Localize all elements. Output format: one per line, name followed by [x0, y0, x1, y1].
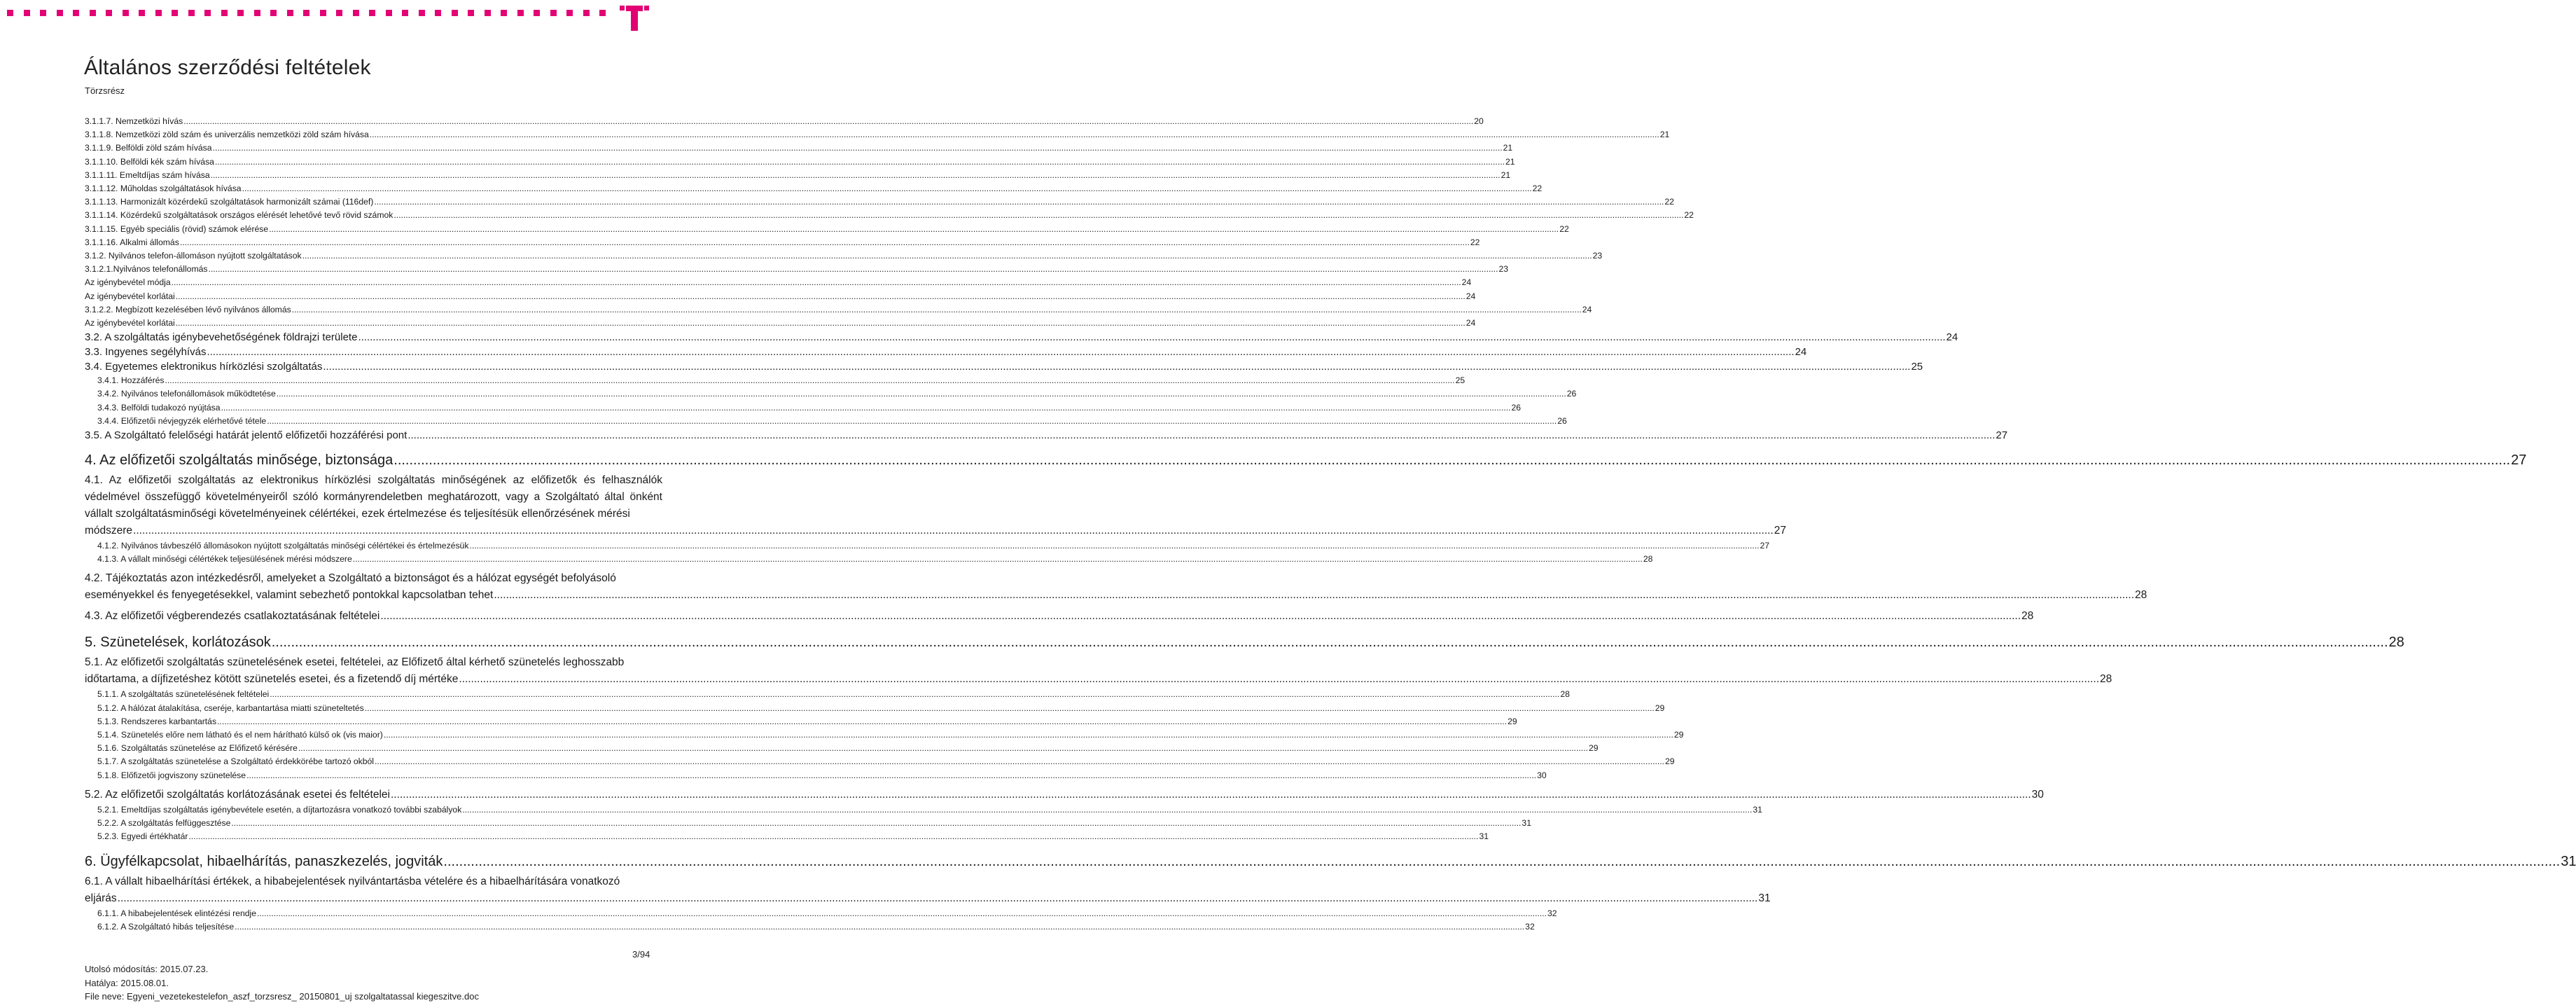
toc-entry-label: 3.1.1.13. Harmonizált közérdekű szolgáltatások harmonizált számai (116def) — [85, 197, 374, 207]
toc-page-number: 31 — [1753, 804, 1762, 815]
brand-square — [435, 10, 441, 16]
brand-square — [402, 10, 408, 16]
toc-entry-label: eseményekkel és fenyegetésekkel, valamint sebezhető pontokkal kapcsolatban tehet — [85, 589, 494, 602]
brand-square — [237, 10, 244, 16]
toc-page-number: 24 — [1795, 346, 1807, 359]
toc-page-number: 29 — [1588, 743, 1599, 754]
toc-page-number: 28 — [1560, 689, 1570, 700]
telekom-t-logo-icon — [619, 4, 650, 32]
toc-page-number: 30 — [1537, 770, 1547, 780]
toc-entry[interactable] — [85, 209, 1694, 222]
toc-entry-label: 3.4. Egyetemes elektronikus hírközlési szolgáltatás — [85, 361, 323, 373]
toc-entry-label: 3.4.2. Nyilvános telefonállomások működtetése — [97, 389, 276, 399]
toc-leader-dots — [384, 728, 1673, 742]
toc-page-number: 31 — [1479, 831, 1489, 842]
toc-leader-dots — [242, 182, 1532, 195]
toc-entry-label: Az igénybevétel módja — [85, 277, 171, 288]
brand-square — [172, 10, 178, 16]
toc-page-number: 27 — [1996, 429, 2008, 442]
brand-square — [204, 10, 211, 16]
brand-square — [485, 10, 491, 16]
toc-page-number: 24 — [1582, 304, 1592, 314]
toc-entry-label: 3.2. A szolgáltatás igénybevehetőségének földrajzi területe — [85, 331, 358, 344]
toc-leader-dots — [235, 920, 1524, 934]
toc-leader-dots — [213, 141, 1503, 155]
toc-leader-dots — [323, 359, 1910, 374]
toc-entry-label: 6. Ügyfélkapcsolat, hibaelhárítás, panaszkezelés, jogviták — [85, 853, 443, 869]
toc-entry[interactable] — [85, 401, 1522, 415]
toc-page-number: 22 — [1532, 184, 1543, 194]
toc-page-number: 25 — [1911, 361, 1923, 373]
toc-entry[interactable] — [85, 359, 1923, 374]
file-name: File neve: Egyeni_vezetekestelefon_aszf_torzsresz_ 20150801_uj szolgaltatassal kiegeszitve.doc — [85, 991, 479, 1002]
toc-entry-label: 3.1.1.7. Nemzetközi hívás — [85, 116, 183, 126]
toc-entry-label: 5.1.4. Szünetelés előre nem látható és el nem hárítható külső ok (vis maior) — [97, 730, 383, 740]
brand-square — [90, 10, 96, 16]
toc-entry[interactable] — [85, 345, 1807, 359]
toc-leader-dots — [188, 830, 1478, 843]
toc-leader-dots — [292, 303, 1582, 317]
toc-leader-dots — [267, 415, 1557, 428]
toc-leader-dots — [462, 803, 1752, 817]
toc-entry-label: 4.2. Tájékoztatás azon intézkedésről, amelyeket a Szolgáltató a biztonságot és a hálózat egységét befolyásoló — [85, 572, 616, 585]
toc-leader-dots — [221, 401, 1510, 415]
toc-leader-dots — [208, 263, 1498, 276]
brand-square — [353, 10, 359, 16]
toc-entry[interactable] — [85, 169, 1511, 182]
toc-entry-label: 3.4.1. Hozzáférés — [97, 375, 165, 386]
toc-leader-dots — [133, 523, 1774, 539]
toc-entry[interactable] — [85, 317, 1476, 330]
toc-entry[interactable] — [85, 755, 1675, 768]
last-modified: Utolsó módosítás: 2015.07.23. — [85, 964, 209, 974]
brand-square — [419, 10, 425, 16]
toc-entry[interactable] — [85, 728, 1684, 742]
toc-entry-label: 3.1.1.8. Nemzetközi zöld szám és univerzális nemzetközi zöld szám hívása — [85, 130, 369, 140]
toc-page-number: 28 — [2021, 610, 2034, 623]
brand-square — [188, 10, 195, 16]
toc-leader-dots — [459, 671, 2099, 688]
toc-entry[interactable] — [85, 290, 1476, 303]
toc-entry[interactable] — [85, 539, 1770, 553]
toc-entry-label: 6.1.2. A Szolgáltató hibás teljesítése — [97, 921, 235, 932]
toc-entry[interactable] — [85, 428, 2008, 443]
toc-leader-dots — [391, 787, 2031, 803]
toc-entry[interactable] — [85, 635, 2404, 651]
page-number: 3/94 — [632, 949, 650, 960]
brand-square — [73, 10, 79, 16]
toc-entry[interactable] — [85, 374, 1465, 387]
toc-leader-dots — [408, 428, 1995, 443]
toc-page-number: 26 — [1566, 389, 1577, 399]
table-of-contents — [85, 115, 2576, 934]
toc-entry[interactable] — [85, 787, 2044, 803]
toc-page-number: 27 — [2511, 452, 2527, 469]
toc-entry[interactable] — [85, 452, 2527, 469]
toc-leader-dots — [380, 608, 2021, 625]
toc-page-number: 26 — [1557, 415, 1567, 426]
toc-page-number: 24 — [1465, 291, 1476, 301]
brand-square — [336, 10, 342, 16]
toc-entry-label: 5.1.6. Szolgáltatás szünetelése az Előfizető kérésére — [97, 743, 298, 754]
toc-entry[interactable] — [85, 155, 1515, 169]
brand-square — [303, 10, 309, 16]
toc-leader-dots — [394, 209, 1683, 222]
toc-page-number: 28 — [2135, 589, 2147, 602]
toc-entry[interactable] — [85, 182, 1543, 195]
toc-entry[interactable] — [85, 830, 1489, 843]
toc-page-number: 27 — [1774, 525, 1786, 537]
toc-entry[interactable] — [85, 553, 1653, 566]
toc-entry[interactable] — [85, 803, 1762, 817]
toc-entry[interactable] — [85, 920, 1535, 934]
toc-leader-dots — [272, 635, 2388, 650]
toc-entry-label: 5.2. Az előfizetői szolgáltatás korlátozásának esetei és feltételei — [85, 788, 390, 801]
toc-entry-label: 4. Az előfizetői szolgáltatás minősége, biztonsága — [85, 452, 394, 469]
toc-entry[interactable] — [85, 702, 1665, 715]
toc-leader-dots — [469, 539, 1759, 553]
brand-square — [254, 10, 260, 16]
brand-square — [452, 10, 458, 16]
toc-leader-dots — [353, 553, 1643, 566]
toc-entry-label: 4.1. Az előfizetői szolgáltatás az elektronikus hírközlési szolgáltatás minőségének az előfizetők és felhasználók védelmével összefüggő követelményeiről szóló kormányrendeletben meghatározott, vagy a Szolgáltató által önként vállalt szolgáltatásminőségi követelményeinek célértékei, ezek értelmezése és teljesítésük ellenőrzésének mérési — [85, 474, 662, 520]
brand-square — [40, 10, 46, 16]
toc-page-number: 30 — [2031, 788, 2044, 801]
toc-leader-dots — [394, 452, 2510, 468]
toc-page-number: 24 — [1461, 277, 1472, 288]
toc-entry-label: 3.1.2.1.Nyilvános telefonállomás — [85, 264, 208, 275]
toc-leader-dots — [298, 742, 1588, 755]
toc-page-number: 23 — [1592, 251, 1603, 261]
toc-entry-label: 6.1. A vállalt hibaelhárítási értékek, a hibabejelentések nyilvántartásba vételére és a hibaelhárítására vonatkozó — [85, 875, 620, 887]
toc-entry-label: 5.2.2. A szolgáltatás felfüggesztése — [97, 818, 231, 829]
toc-leader-dots — [183, 115, 1473, 128]
toc-leader-dots — [176, 290, 1465, 303]
toc-page-number: 20 — [1474, 116, 1484, 126]
brand-square — [287, 10, 293, 16]
toc-entry-label: 3.1.2. Nyilvános telefon-állomáson nyújtott szolgáltatások — [85, 251, 302, 261]
toc-entry-label: 3.1.1.16. Alkalmi állomás — [85, 237, 179, 247]
toc-page-number: 28 — [2100, 673, 2112, 686]
toc-page-number: 22 — [1470, 237, 1480, 247]
brand-square — [320, 10, 326, 16]
toc-entry[interactable] — [85, 303, 1592, 317]
toc-entry[interactable] — [85, 907, 1557, 920]
toc-leader-dots — [211, 169, 1501, 182]
toc-entry-label: 5.2.1. Emeltdíjas szolgáltatás igénybevétele esetén, a díjtartozásra vonatkozó további szabályok — [97, 804, 462, 815]
toc-entry[interactable] — [85, 873, 1771, 907]
brand-square — [24, 10, 30, 16]
toc-leader-dots — [257, 907, 1547, 920]
brand-square — [369, 10, 375, 16]
toc-entry[interactable] — [85, 654, 2112, 688]
brand-square — [566, 10, 573, 16]
toc-entry-label: 3.1.1.9. Belföldi zöld szám hívása — [85, 143, 212, 153]
brand-square — [550, 10, 557, 16]
toc-page-number: 26 — [1511, 402, 1522, 413]
toc-leader-dots — [215, 155, 1505, 169]
toc-page-number: 28 — [2388, 635, 2404, 651]
toc-page-number: 29 — [1665, 756, 1675, 767]
brand-square — [270, 10, 277, 16]
brand-square — [534, 10, 540, 16]
toc-leader-dots — [443, 854, 2560, 869]
effective-date: Hatálya: 2015.08.01. — [85, 978, 169, 988]
toc-entry[interactable] — [85, 853, 2576, 869]
toc-leader-dots — [118, 890, 1758, 907]
toc-page-number: 32 — [1547, 908, 1557, 918]
toc-leader-dots — [370, 128, 1659, 141]
toc-entry-label: 6.1.1. A hibabejelentések elintézési rendje — [97, 908, 256, 918]
toc-page-number: 29 — [1508, 716, 1517, 726]
toc-entry[interactable] — [85, 387, 1577, 401]
toc-page-number: 22 — [1559, 223, 1569, 234]
toc-leader-dots — [302, 249, 1592, 263]
toc-entry-label: eljárás — [85, 892, 117, 904]
toc-page-number: 31 — [2561, 853, 2576, 869]
toc-entry[interactable] — [85, 608, 2034, 625]
toc-entry[interactable] — [85, 817, 1531, 830]
toc-page-number: 29 — [1655, 703, 1665, 713]
toc-entry[interactable] — [85, 715, 1517, 728]
brand-square — [599, 10, 606, 16]
document-title: Általános szerződési feltételek — [84, 56, 371, 79]
toc-entry[interactable] — [85, 276, 1472, 289]
toc-page-number: 25 — [1455, 375, 1465, 386]
toc-entry[interactable] — [85, 223, 1569, 236]
toc-entry-label: 5.2.3. Egyedi értékhatár — [97, 831, 188, 842]
brand-dot-bar — [7, 10, 616, 20]
toc-leader-dots — [165, 374, 1455, 387]
toc-entry[interactable] — [85, 128, 1670, 141]
toc-entry-label: 4.3. Az előfizetői végberendezés csatlakoztatásának feltételei — [85, 610, 380, 623]
toc-entry[interactable] — [85, 742, 1599, 755]
toc-leader-dots — [374, 195, 1664, 209]
toc-page-number: 21 — [1505, 156, 1515, 167]
toc-entry-label: 5.1.3. Rendszeres karbantartás — [97, 716, 217, 726]
toc-entry-label: 3.1.1.10. Belföldi kék szám hívása — [85, 156, 214, 167]
toc-entry-label: 5. Szünetelések, korlátozások — [85, 635, 271, 651]
document-subtitle: Törzsrész — [85, 85, 125, 96]
toc-page-number: 22 — [1684, 210, 1694, 221]
brand-square — [7, 10, 13, 16]
toc-entry-label: 3.4.4. Előfizetői névjegyzék elérhetővé tétele — [97, 415, 267, 426]
toc-page-number: 22 — [1664, 197, 1674, 207]
toc-entry-label: 5.1. Az előfizetői szolgáltatás szünetelésének esetei, feltételei, az Előfizető által kérhető szünetelés leghosszabb — [85, 656, 625, 669]
toc-leader-dots — [246, 769, 1536, 782]
toc-leader-dots — [231, 817, 1521, 830]
toc-leader-dots — [176, 317, 1465, 330]
toc-leader-dots — [365, 702, 1655, 715]
toc-entry[interactable] — [85, 141, 1513, 155]
brand-square — [221, 10, 228, 16]
toc-entry[interactable] — [85, 688, 1570, 701]
toc-leader-dots — [180, 236, 1470, 249]
toc-entry-label: 3.4.3. Belföldi tudakozó nyújtása — [97, 402, 221, 413]
toc-entry-label: Az igénybevétel korlátai — [85, 291, 175, 301]
toc-entry-label: 4.1.3. A vállalt minőségi célértékek teljesülésének mérési módszere — [97, 554, 352, 565]
toc-entry-label: 3.1.1.14. Közérdekű szolgáltatások országos elérését lehetővé tevő rövid számok — [85, 210, 394, 221]
toc-page-number: 31 — [1758, 892, 1771, 904]
toc-page-number: 21 — [1501, 170, 1511, 180]
toc-leader-dots — [375, 755, 1664, 768]
toc-entry-label: 3.1.1.12. Műholdas szolgáltatások hívása — [85, 184, 242, 194]
toc-leader-dots — [217, 715, 1507, 728]
toc-entry-label: 3.1.1.15. Egyéb speciális (rövid) számok elérése — [85, 223, 269, 234]
toc-page-number: 24 — [1946, 331, 1958, 344]
toc-page-number: 27 — [1760, 541, 1770, 551]
toc-entry[interactable] — [85, 115, 1484, 128]
toc-leader-dots — [270, 688, 1559, 701]
toc-entry-label: 3.3. Ingyenes segélyhívás — [85, 346, 207, 359]
toc-page-number: 28 — [1643, 554, 1653, 565]
toc-leader-dots — [494, 587, 2134, 604]
toc-entry[interactable] — [85, 263, 1509, 276]
brand-square — [57, 10, 63, 16]
toc-leader-dots — [269, 223, 1559, 236]
toc-entry-label: 5.1.1. A szolgáltatás szünetelésének feltételei — [97, 689, 270, 700]
toc-entry[interactable] — [85, 249, 1603, 263]
toc-entry[interactable] — [85, 769, 1547, 782]
toc-leader-dots — [207, 345, 1794, 359]
brand-square — [139, 10, 145, 16]
toc-entry-label: 3.1.1.11. Emeltdíjas szám hívása — [85, 170, 210, 180]
toc-entry-label: Az igénybevétel korlátai — [85, 318, 175, 328]
brand-square — [468, 10, 474, 16]
toc-page-number: 29 — [1673, 730, 1684, 740]
toc-entry-label: 3.5. A Szolgáltató felelőségi határát jelentő előfizetői hozzáférési pont — [85, 429, 408, 442]
toc-page-number: 21 — [1659, 130, 1670, 140]
toc-entry[interactable] — [85, 570, 2147, 604]
brand-square — [583, 10, 590, 16]
toc-page-number: 23 — [1498, 264, 1509, 275]
brand-square — [123, 10, 129, 16]
toc-page-number: 24 — [1465, 318, 1476, 328]
toc-entry-label: 5.1.7. A szolgáltatás szünetelése a Szolgáltató érdekkörébe tartozó okból — [97, 756, 374, 767]
toc-leader-dots — [172, 276, 1461, 289]
toc-entry[interactable] — [85, 472, 1786, 539]
brand-square — [106, 10, 112, 16]
toc-page-number: 32 — [1525, 921, 1535, 932]
toc-leader-dots — [358, 330, 1945, 345]
toc-page-number: 31 — [1522, 818, 1531, 829]
toc-entry-label: módszere — [85, 525, 133, 537]
toc-entry[interactable] — [85, 195, 1674, 209]
toc-entry-label: 4.1.2. Nyilvános távbeszélő állomásokon nyújtott szolgáltatás minőségi célértékei és értelmezésük — [97, 541, 469, 551]
toc-entry-label: 5.1.8. Előfizetői jogviszony szünetelése — [97, 770, 246, 780]
brand-square — [517, 10, 524, 16]
toc-entry[interactable] — [85, 415, 1567, 428]
toc-entry-label: időtartama, a díjfizetéshez kötött szünetelés esetei, és a fizetendő díj mértéke — [85, 673, 459, 686]
brand-square — [501, 10, 507, 16]
toc-entry-label: 3.1.2.2. Megbízott kezelésében lévő nyilvános állomás — [85, 304, 291, 314]
toc-entry-label: 5.1.2. A hálózat átalakítása, cseréje, karbantartása miatti szüneteltetés — [97, 703, 364, 713]
toc-entry[interactable] — [85, 236, 1480, 249]
toc-page-number: 21 — [1503, 143, 1513, 153]
toc-leader-dots — [277, 387, 1566, 401]
brand-square — [386, 10, 392, 16]
toc-entry[interactable] — [85, 330, 1958, 345]
brand-square — [155, 10, 162, 16]
